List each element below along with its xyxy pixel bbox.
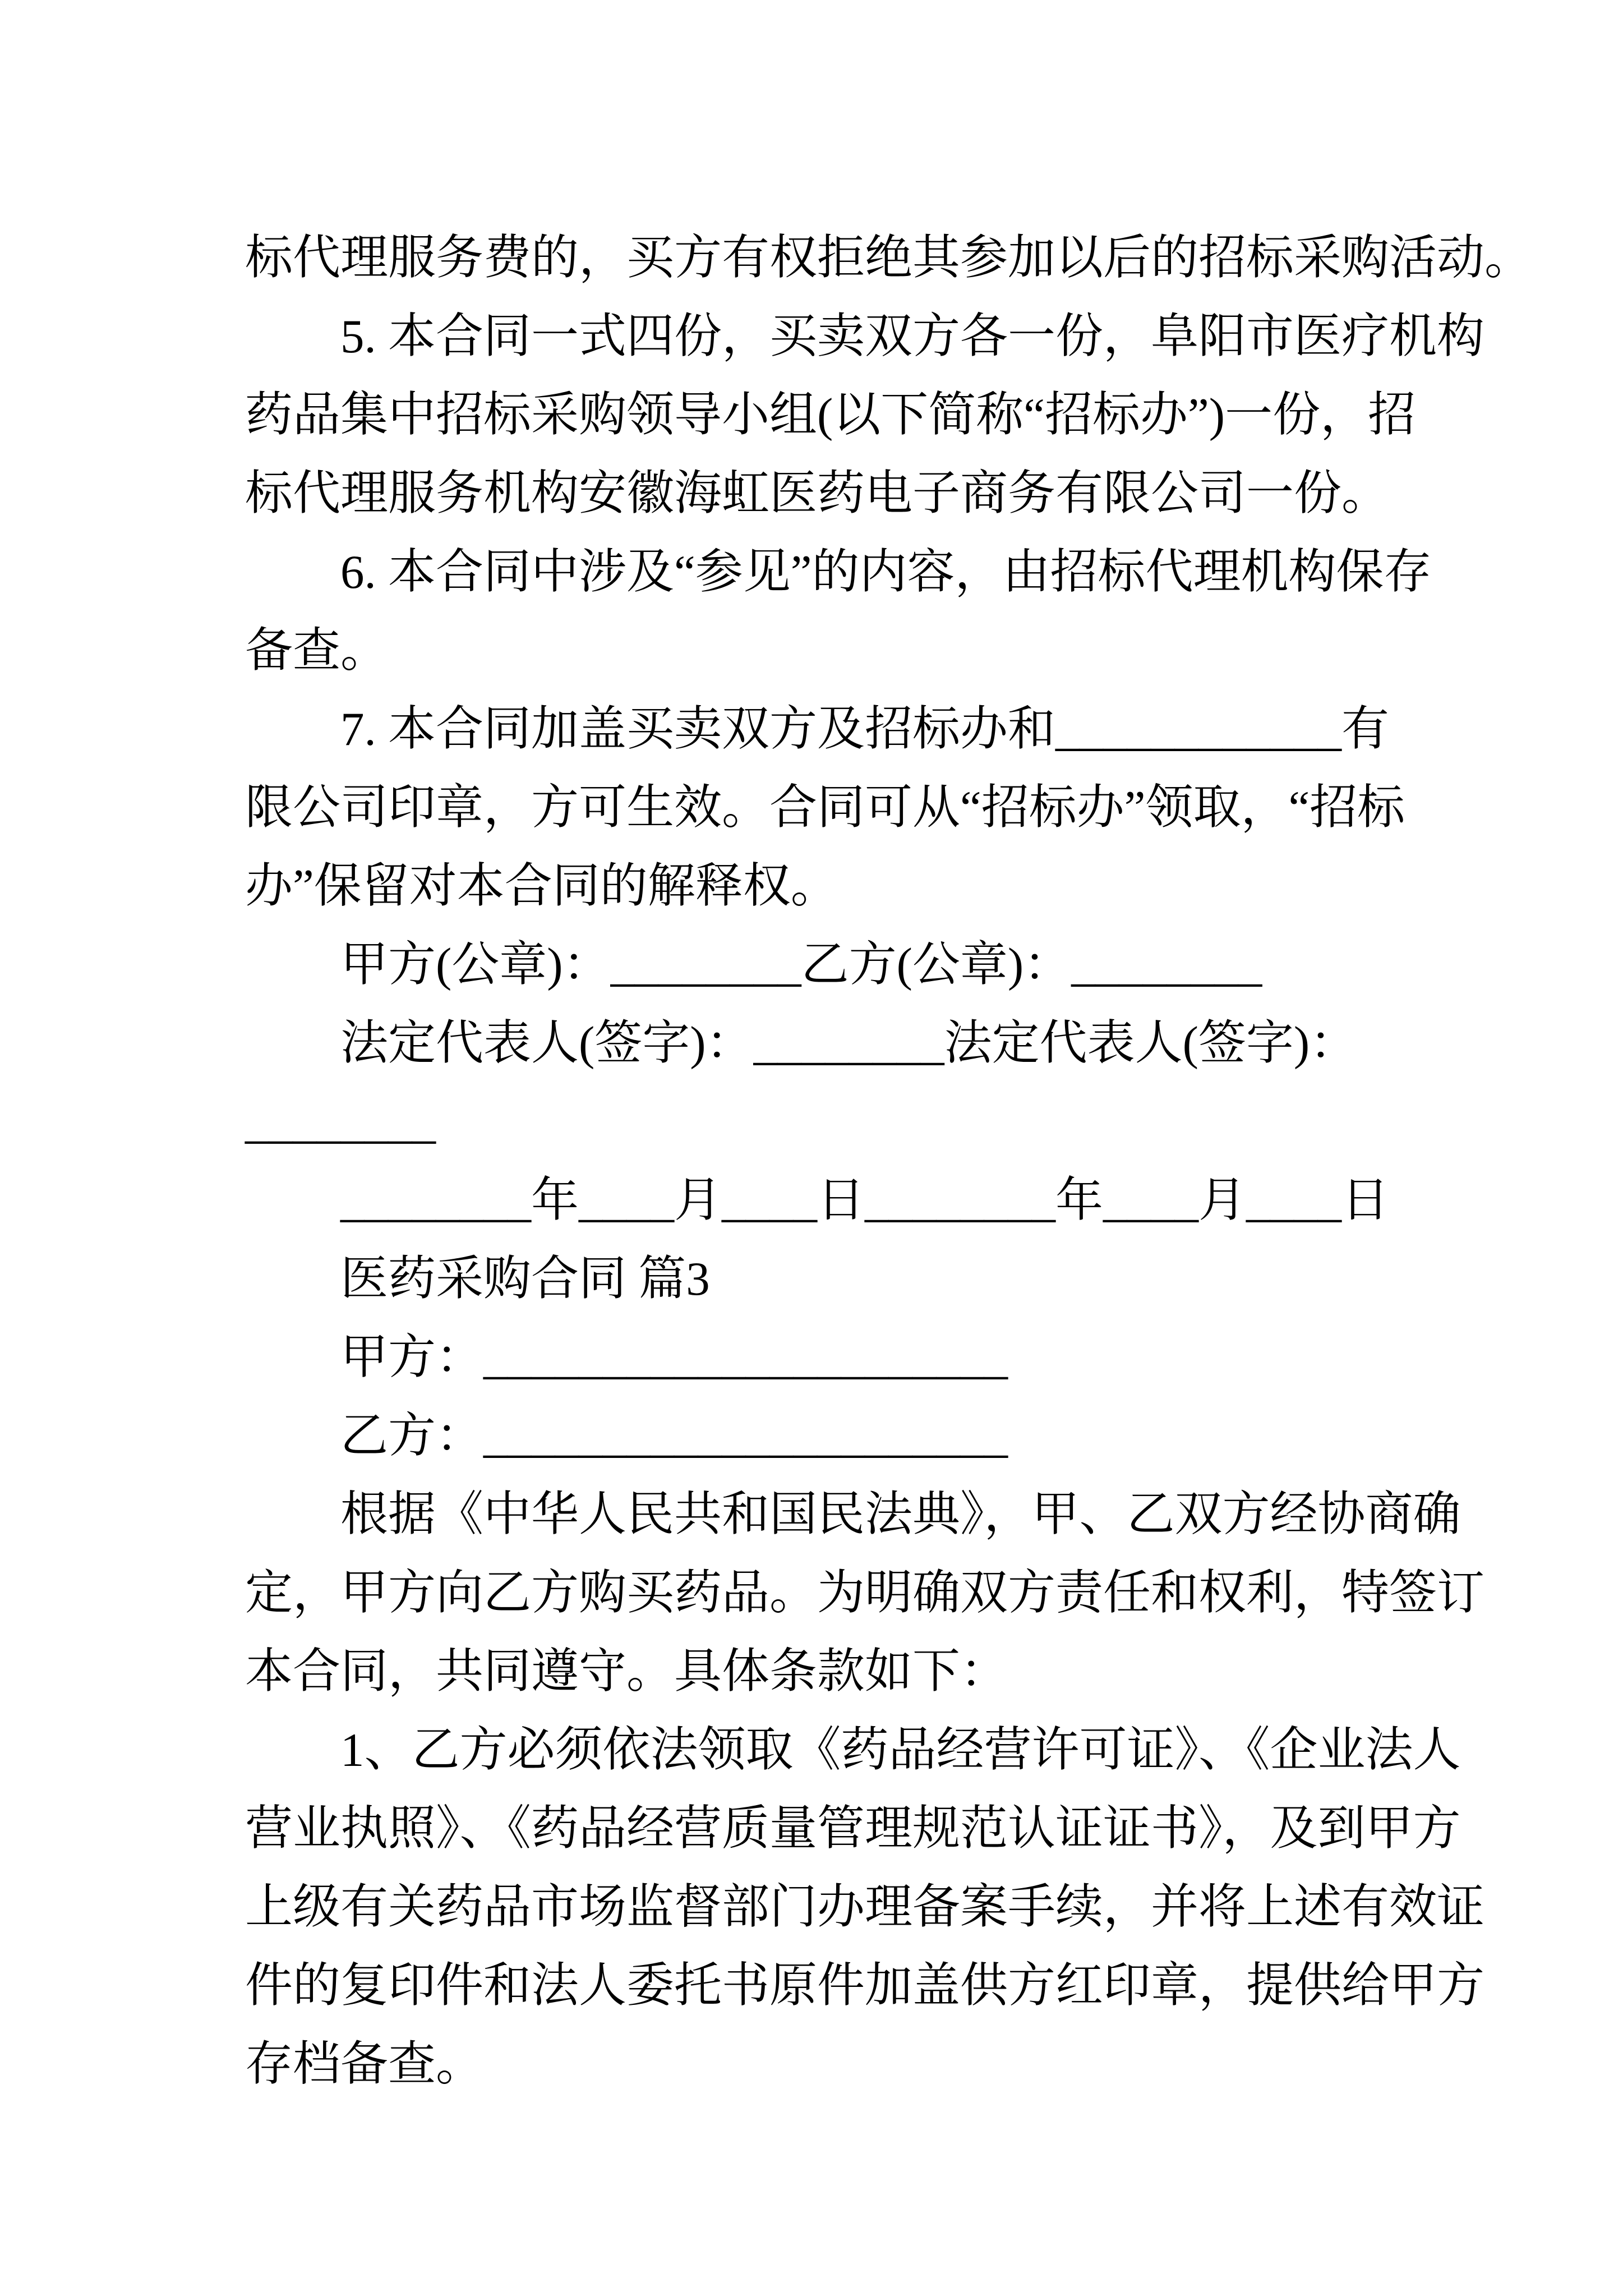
document-body	[245, 219, 1533, 2104]
text-line: 限公司印章，方可生效。合同可从“招标办”领取，“招标	[245, 781, 1405, 834]
text-line: 5. 本合同一式四份，买卖双方各一份，阜阳市医疗机构	[340, 310, 1485, 363]
text-line: 乙方：______________________	[340, 1410, 1008, 1462]
text-line: 6. 本合同中涉及“参见”的内容，由招标代理机构保存	[340, 546, 1432, 599]
text-line: 甲方(公章)：________乙方(公章)：________	[340, 938, 1262, 991]
text-line: 定，甲方向乙方购买药品。为明确双方责任和权利，特签订	[245, 1567, 1485, 1619]
text-line: 办”保留对本合同的解释权。	[245, 860, 838, 913]
text-line: 甲方：______________________	[340, 1331, 1008, 1384]
text-line: 备查。	[245, 624, 389, 677]
text-line: 标代理服务费的，买方有权拒绝其参加以后的招标采购活动。	[245, 232, 1533, 284]
text-line: 标代理服务机构安徽海虹医药电子商务有限公司一份。	[245, 467, 1390, 520]
text-line: 根据《中华人民共和国民法典》，甲、乙双方经协商确	[340, 1488, 1461, 1541]
text-line: 药品集中招标采购领导小组(以下简称“招标办”)一份，招	[245, 389, 1416, 441]
text-line: 存档备查。	[245, 2038, 484, 2091]
text-line: 本合同，共同遵守。具体条款如下：	[245, 1645, 1008, 1698]
text-line: 营业执照》、《药品经营质量管理规范认证证书》，及到甲方	[245, 1802, 1461, 1855]
text-line: 1、乙方必须依法领取《药品经营许可证》、《企业法人	[340, 1724, 1461, 1777]
text-line: 法定代表人(签字)：________法定代表人(签字)：	[340, 1017, 1358, 1070]
text-line: ________年____月____日________年____月____日	[340, 1174, 1389, 1227]
text-line: 医药采购合同 篇3	[340, 1253, 710, 1305]
text-line: 7. 本合同加盖买卖双方及招标办和____________有	[340, 703, 1390, 756]
text-line: 件的复印件和法人委托书原件加盖供方红印章，提供给甲方	[245, 1959, 1485, 2012]
text-line: 上级有关药品市场监督部门办理备案手续，并将上述有效证	[245, 1881, 1485, 1934]
text-line: ________	[245, 1096, 436, 1148]
